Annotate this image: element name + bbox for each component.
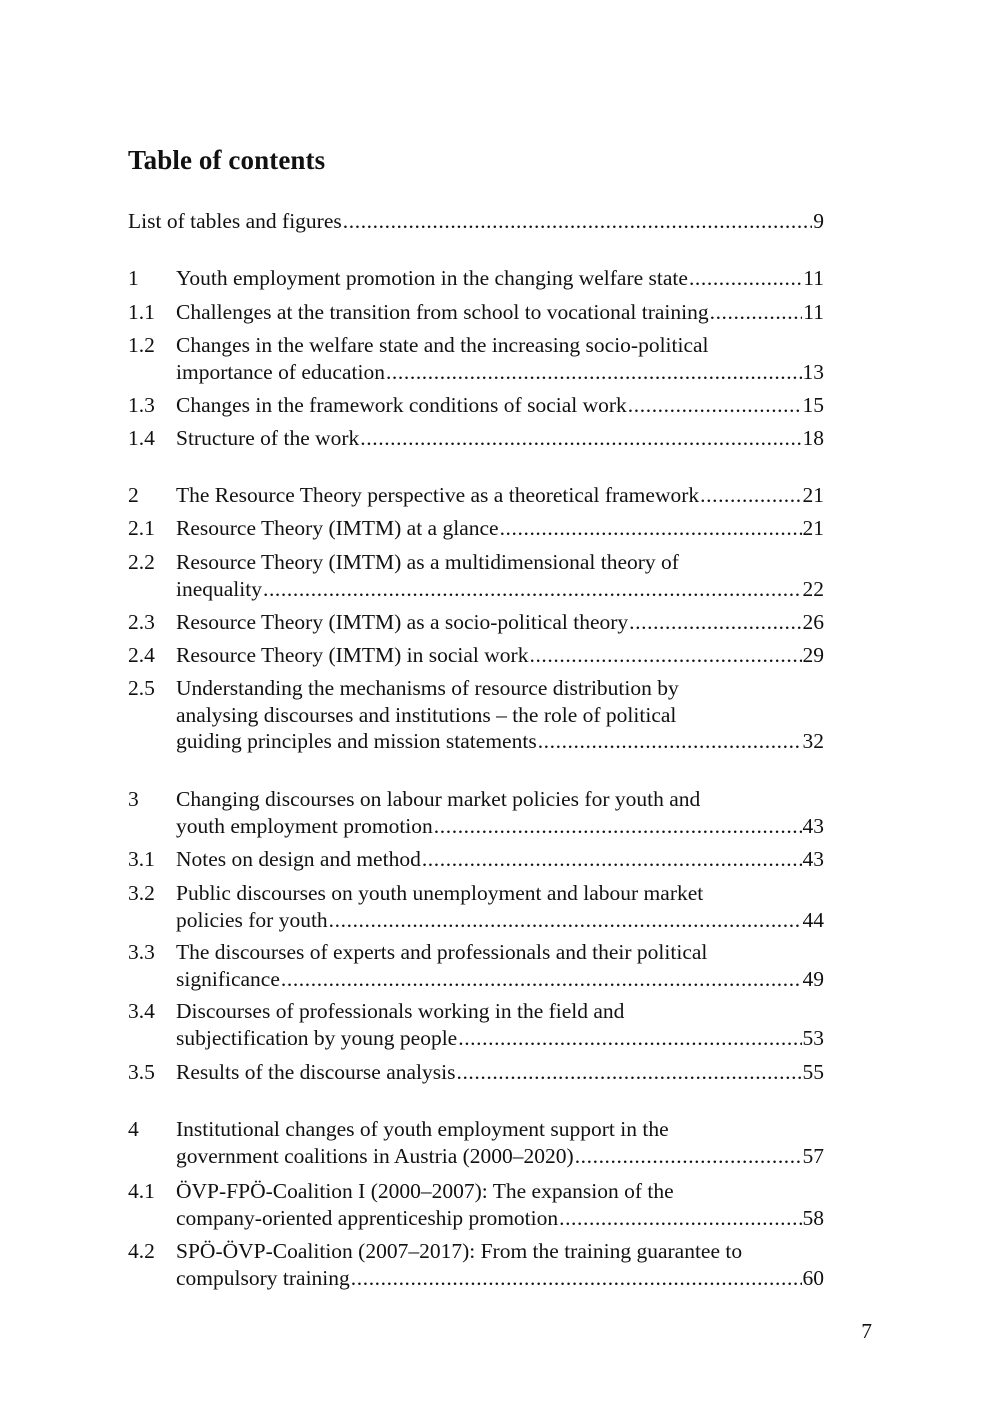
toc-entry-title: Challenges at the transition from school to vocational training (176, 300, 709, 324)
dot-leader (629, 609, 801, 636)
toc-entry[interactable] (128, 332, 824, 385)
toc-section-number: 1.2 (128, 333, 155, 357)
toc-section-number: 1.1 (128, 300, 155, 324)
toc-entry[interactable] (128, 549, 824, 602)
page-title: Table of contents (128, 145, 326, 175)
dot-leader (360, 425, 801, 452)
toc-section-number: 1.4 (128, 426, 155, 450)
toc-entry-title: Resource Theory (IMTM) in social work (176, 643, 529, 667)
toc-page-number: 21 (802, 516, 824, 540)
toc-entry[interactable] (128, 939, 824, 992)
toc-page-number: 53 (802, 1025, 824, 1050)
toc-chapter-number: 4 (128, 1117, 139, 1141)
toc-section-number: 1.3 (128, 393, 155, 417)
toc-entry[interactable] (128, 609, 824, 636)
toc-page-number: 58 (802, 1205, 824, 1230)
toc-entry-title-line: youth employment promotion (176, 813, 433, 838)
toc-entry-title-line: Institutional changes of youth employment support in the (176, 1117, 669, 1141)
dot-leader (559, 1205, 801, 1232)
toc-chapter-number: 3 (128, 787, 139, 811)
toc-entry-title-line: policies for youth (176, 907, 328, 932)
dot-leader (700, 482, 801, 509)
toc-page-number: 29 (802, 643, 824, 667)
toc-page-number: 26 (802, 610, 824, 634)
toc-entry[interactable] (128, 998, 824, 1051)
toc-entry-title-line: SPÖ-ÖVP-Coalition (2007–2017): From the training guarantee to (176, 1239, 743, 1263)
toc-page-number: 22 (802, 576, 824, 601)
toc-entry[interactable] (128, 1238, 824, 1291)
toc-entry[interactable] (128, 482, 824, 509)
dot-leader (458, 1025, 801, 1052)
toc-entry-title-line: Changing discourses on labour market policies for youth and (176, 787, 701, 811)
toc-page-number: 11 (803, 266, 824, 290)
toc-entry[interactable] (128, 208, 824, 235)
toc-entry[interactable] (128, 786, 824, 839)
dot-leader (689, 265, 802, 292)
toc-page-number: 43 (802, 847, 824, 871)
toc-entry-title-line: government coalitions in Austria (2000–2020) (176, 1143, 574, 1168)
toc-entry[interactable] (128, 846, 824, 873)
toc-section-number: 3.4 (128, 999, 155, 1023)
toc-entry-title-line: guiding principles and mission statements (176, 729, 537, 753)
toc-page-number: 43 (802, 813, 824, 838)
toc-entry[interactable] (128, 515, 824, 542)
toc-section-number: 2.1 (128, 516, 155, 540)
toc-entry-title-line: analysing discourses and institutions – the role of political (176, 702, 677, 727)
toc-entry[interactable] (128, 880, 824, 933)
dot-leader (456, 1059, 801, 1086)
toc-entry-title: Resource Theory (IMTM) at a glance (176, 516, 499, 540)
toc-entry-title-line: The discourses of experts and professionals and their political (176, 940, 708, 964)
toc-entry-title-line: Discourses of professionals working in the field and (176, 999, 625, 1023)
toc-section-number: 2.5 (128, 676, 155, 700)
dot-leader (500, 515, 802, 542)
toc-entry-title-line: Resource Theory (IMTM) as a multidimensional theory of (176, 550, 679, 574)
toc-page-number: 13 (802, 359, 824, 384)
dot-leader (575, 1143, 802, 1170)
toc-entry[interactable] (128, 425, 824, 452)
toc-entry-title-line: significance (176, 966, 280, 991)
dot-leader (263, 576, 802, 603)
dot-leader (343, 208, 812, 235)
toc-entry[interactable] (128, 299, 824, 326)
toc-section-number: 4.1 (128, 1179, 155, 1203)
toc-entry-title: Notes on design and method (176, 847, 421, 871)
toc-chapter-number: 1 (128, 266, 139, 290)
toc-section-number: 3.1 (128, 847, 155, 871)
toc-entry[interactable] (128, 642, 824, 669)
dot-leader (386, 359, 802, 386)
dot-leader (710, 299, 803, 326)
toc-section-number: 3.2 (128, 881, 155, 905)
toc-page-number: 15 (802, 393, 824, 417)
toc-page-number: 57 (802, 1143, 824, 1168)
toc-entry-title-line: company-oriented apprenticeship promotion (176, 1205, 559, 1230)
toc-entry-title-line: inequality (176, 576, 262, 601)
toc-entry[interactable] (128, 675, 824, 755)
toc-section-number: 2.4 (128, 643, 155, 667)
toc-page-number: 21 (802, 483, 824, 507)
toc-page-number: 44 (802, 907, 824, 932)
toc-entry-title-line: subjectification by young people (176, 1025, 458, 1050)
toc-entry-title-line: importance of education (176, 359, 385, 384)
toc-page-number: 11 (803, 300, 824, 324)
toc-entry-title-line: ÖVP-FPÖ-Coalition I (2000–2007): The expansion of the (176, 1179, 674, 1203)
toc-entry-title: List of tables and figures (128, 209, 342, 233)
toc-section-number: 2.2 (128, 550, 155, 574)
toc-entry-title: The Resource Theory perspective as a theoretical framework (176, 483, 700, 507)
toc-section-number: 3.5 (128, 1060, 155, 1084)
toc-entry-title-line: compulsory training (176, 1265, 350, 1290)
toc-page-number: 32 (802, 729, 824, 753)
dot-leader (281, 966, 802, 993)
toc-page-number: 60 (802, 1265, 824, 1290)
dot-leader (628, 392, 802, 419)
toc-section-number: 2.3 (128, 610, 155, 634)
toc-entry-title-line: Changes in the welfare state and the increasing socio-political (176, 333, 709, 357)
toc-entry-title-line: Understanding the mechanisms of resource distribution by (176, 676, 679, 700)
toc-page-number: 18 (802, 426, 824, 450)
toc-page-number: 55 (802, 1060, 824, 1084)
toc-entry[interactable] (128, 392, 824, 419)
toc-entry[interactable] (128, 1116, 824, 1169)
toc-entry[interactable] (128, 265, 824, 292)
toc-page-number: 9 (813, 209, 824, 233)
dot-leader (329, 907, 802, 934)
toc-section-number: 3.3 (128, 940, 155, 964)
toc-entry-title: Resource Theory (IMTM) as a socio-political theory (176, 610, 629, 634)
toc-entry-title: Youth employment promotion in the changing welfare state (176, 266, 688, 290)
toc-page-number: 49 (802, 966, 824, 991)
toc-entry-title: Changes in the framework conditions of social work (176, 393, 627, 417)
toc-entry-title-line: Public discourses on youth unemployment and labour market (176, 881, 704, 905)
dot-leader (434, 813, 802, 840)
toc-entry[interactable] (128, 1178, 824, 1231)
toc-entry-title: Structure of the work (176, 426, 360, 450)
toc-entry[interactable] (128, 1059, 824, 1086)
toc-entry-title: Results of the discourse analysis (176, 1060, 456, 1084)
toc-section-number: 4.2 (128, 1239, 155, 1263)
dot-leader (422, 846, 802, 873)
page-number: 7 (861, 1319, 872, 1343)
dot-leader (529, 642, 801, 669)
toc-chapter-number: 2 (128, 483, 139, 507)
dot-leader (351, 1265, 802, 1292)
dot-leader (538, 728, 802, 755)
